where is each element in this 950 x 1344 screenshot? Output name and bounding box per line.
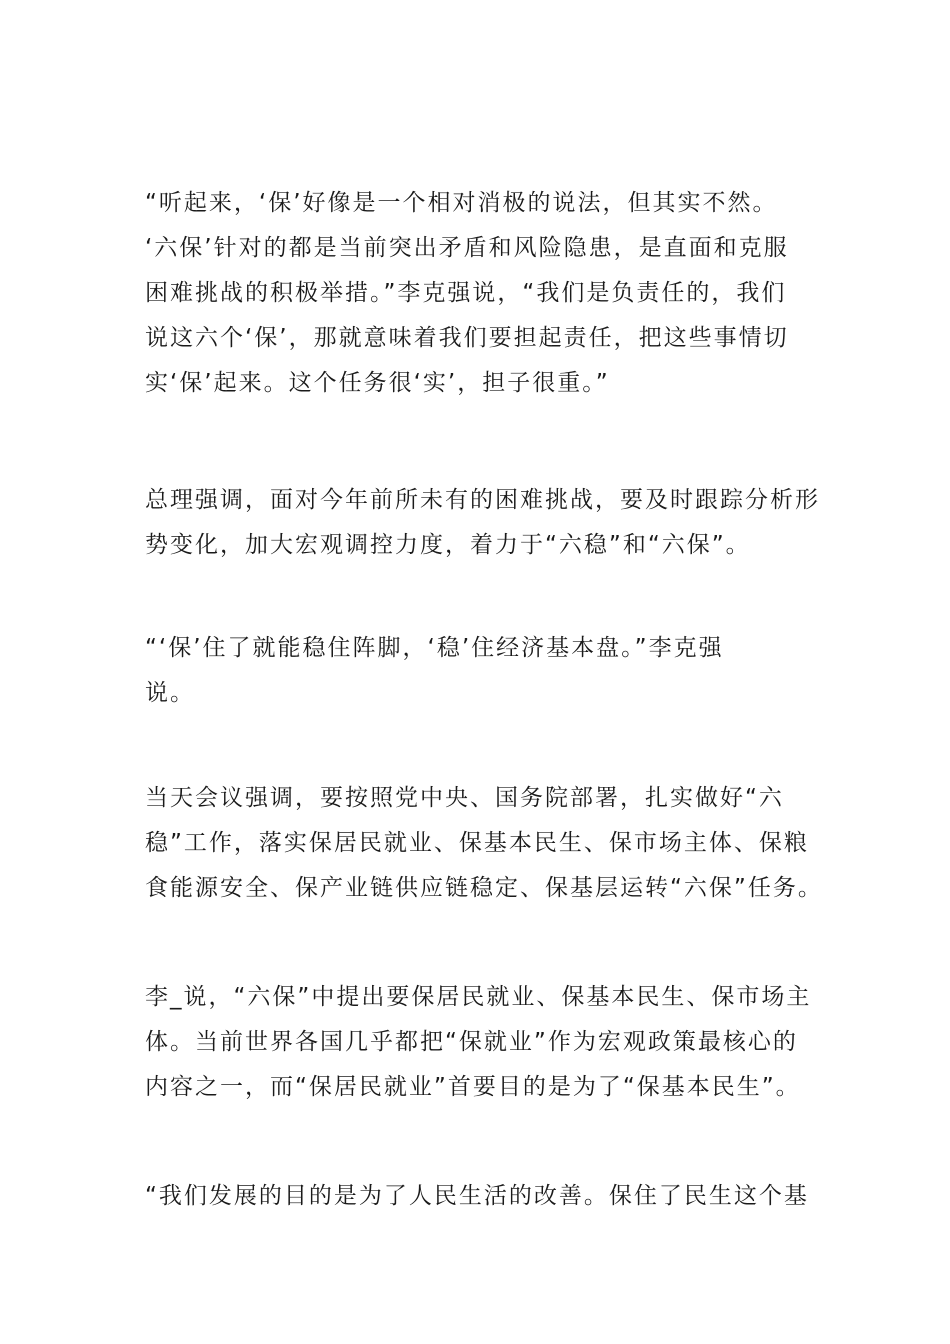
paragraph-line: 困难挑战的积极举措。”李克强说，“我们是负责任的，我们 [145, 280, 787, 306]
paragraph-6 [145, 1174, 815, 1219]
paragraph-line: 稳”工作，落实保居民就业、保基本民生、保市场主体、保粮 [145, 830, 809, 856]
paragraph-2 [145, 478, 820, 568]
paragraph-line: “‘保’住了就能稳住阵脚，‘稳’住经济基本盘。”李克强 [145, 635, 724, 661]
paragraph-line: 说。 [145, 680, 195, 706]
paragraph-line: ‘六保’针对的都是当前突出矛盾和风险隐患，是直面和克服 [145, 235, 789, 261]
paragraph-line: “我们发展的目的是为了人民生活的改善。保住了民生这个基 [145, 1183, 809, 1209]
paragraph-3 [145, 626, 815, 716]
paragraph-line: 实‘保’起来。这个任务很‘实’，担子很重。” [145, 370, 610, 396]
paragraph-1 [145, 181, 815, 406]
paragraph-line: “听起来，‘保’好像是一个相对消极的说法，但其实不然。 [145, 190, 778, 216]
paragraph-line: 说这六个‘保’，那就意味着我们要担起责任，把这些事情切 [145, 325, 789, 351]
paragraph-line: 势变化，加大宏观调控力度，着力于“六稳”和“六保”。 [145, 532, 751, 558]
paragraph-5 [145, 975, 815, 1110]
paragraph-4 [145, 776, 823, 911]
paragraph-line: 体。当前世界各国几乎都把“保就业”作为宏观政策最核心的 [145, 1029, 798, 1055]
paragraph-line: 内容之一，而“保居民就业”首要目的是为了“保基本民生”。 [145, 1074, 801, 1100]
paragraph-line: 总理强调，面对今年前所未有的困难挑战，要及时跟踪分析形 [145, 487, 820, 513]
paragraph-line: 食能源安全、保产业链供应链稳定、保基层运转“六保”任务。 [145, 875, 823, 901]
paragraph-line: 李_说，“六保”中提出要保居民就业、保基本民生、保市场主 [145, 984, 812, 1010]
paragraph-line: 当天会议强调，要按照党中央、国务院部署，扎实做好“六 [145, 785, 784, 811]
